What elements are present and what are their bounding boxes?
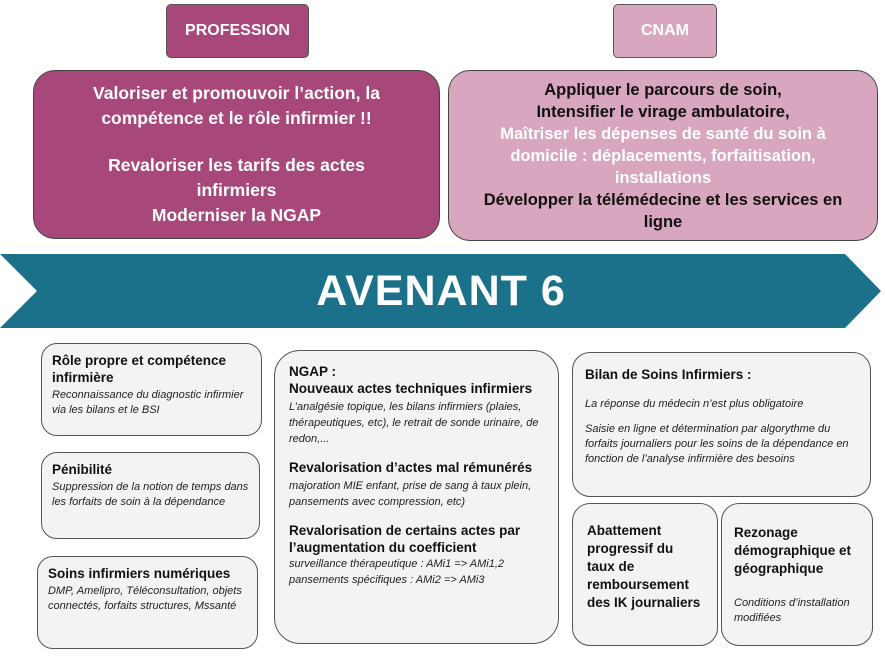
- ngap-title: NGAP :: [289, 364, 337, 379]
- avenant-banner: [37, 254, 845, 328]
- card-bilan-desc-2: Saisie en ligne et détermination par algorythme du forfaits journaliers pour les soins de la dépendance en fonction de l’analyse infirmière des besoins: [585, 423, 849, 465]
- profession-objective-1: Valoriser et promouvoir l’action, la compétence et le rôle infirmier !!: [93, 83, 380, 128]
- ngap-revalorisation-title: Revalorisation d’actes mal rémunérés: [289, 460, 533, 475]
- card-abattement-title: Abattement progressif du taux de remboursement des IK journaliers: [587, 523, 701, 610]
- profession-tag: [166, 4, 309, 58]
- card-soins-numeriques: [37, 556, 258, 649]
- card-rezonage: [721, 503, 873, 646]
- banner-arrow-shape: [845, 254, 881, 328]
- ngap-block-new-acts: [289, 363, 544, 447]
- card-penibilite-title: Pénibilité: [52, 462, 113, 477]
- cnam-objective-2: Intensifier le virage ambulatoire,: [536, 102, 790, 121]
- card-role-desc: Reconnaissance du diagnostic infirmier via les bilans et le BSI: [52, 389, 244, 416]
- cnam-objective-3: Maîtriser les dépenses de santé du soin à domicile : déplacements, forfaitisation, installations: [500, 124, 826, 187]
- card-bilan-title: Bilan de Soins Infirmiers :: [585, 367, 752, 382]
- card-numeriques-desc: DMP, Amelipro, Téléconsultation, objets connectés, forfaits structures, Mssanté: [48, 585, 242, 612]
- ngap-coefficient-desc-1: surveillance thérapeutique : AMi1 => AMi1,2: [289, 558, 505, 570]
- card-penibilite-desc: Suppression de la notion de temps dans les forfaits de soin à la dépendance: [52, 481, 249, 508]
- card-bilan-desc-1: La réponse du médecin n’est plus obligatoire: [585, 398, 804, 410]
- card-role-propre: [41, 343, 262, 436]
- profession-tag-label: PROFESSION: [185, 22, 290, 39]
- ngap-new-acts-title: Nouveaux actes techniques infirmiers: [289, 381, 533, 396]
- ngap-coefficient-title: Revalorisation de certains actes par l’augmentation du coefficient: [289, 523, 521, 555]
- profession-objectives-box: [33, 70, 440, 239]
- card-bilan-soins: [572, 352, 871, 497]
- profession-objective-3: Moderniser la NGAP: [151, 205, 322, 225]
- banner-title: AVENANT 6: [316, 266, 566, 315]
- card-rezonage-desc: Conditions d’installation modifiées: [734, 597, 850, 624]
- ngap-coefficient-desc-2: pansements spécifiques : AMi2 => AMi3: [289, 574, 485, 586]
- ngap-new-acts-desc: L’analgésie topique, les bilans infirmiers (plaies, thérapeutiques, etc), le retrait de sonde urinaire, de redon,...: [289, 401, 539, 445]
- cnam-tag-label: CNAM: [641, 22, 689, 39]
- ngap-revalorisation-desc: majoration MIE enfant, prise de sang à taux plein, pansements avec compression, etc): [289, 480, 532, 508]
- banner-tail-shape: [0, 254, 37, 328]
- ngap-block-revalorisation: [289, 459, 544, 510]
- card-rezonage-title: Rezonage démographique et géographique: [734, 525, 852, 576]
- card-numeriques-title: Soins infirmiers numériques: [48, 566, 231, 581]
- card-penibilite: [41, 452, 260, 539]
- cnam-tag: [613, 4, 717, 58]
- card-ngap: [274, 350, 559, 644]
- cnam-objective-4: Développer la télémédecine et les services en ligne: [483, 190, 843, 231]
- cnam-objectives-box: [448, 70, 878, 241]
- cnam-objective-1: Appliquer le parcours de soin,: [544, 80, 782, 99]
- card-abattement: [572, 503, 718, 646]
- profession-objective-2: Revaloriser les tarifs des actes infirmiers: [108, 155, 365, 200]
- card-role-title: Rôle propre et compétence infirmière: [52, 353, 227, 385]
- ngap-block-coefficient: [289, 522, 544, 588]
